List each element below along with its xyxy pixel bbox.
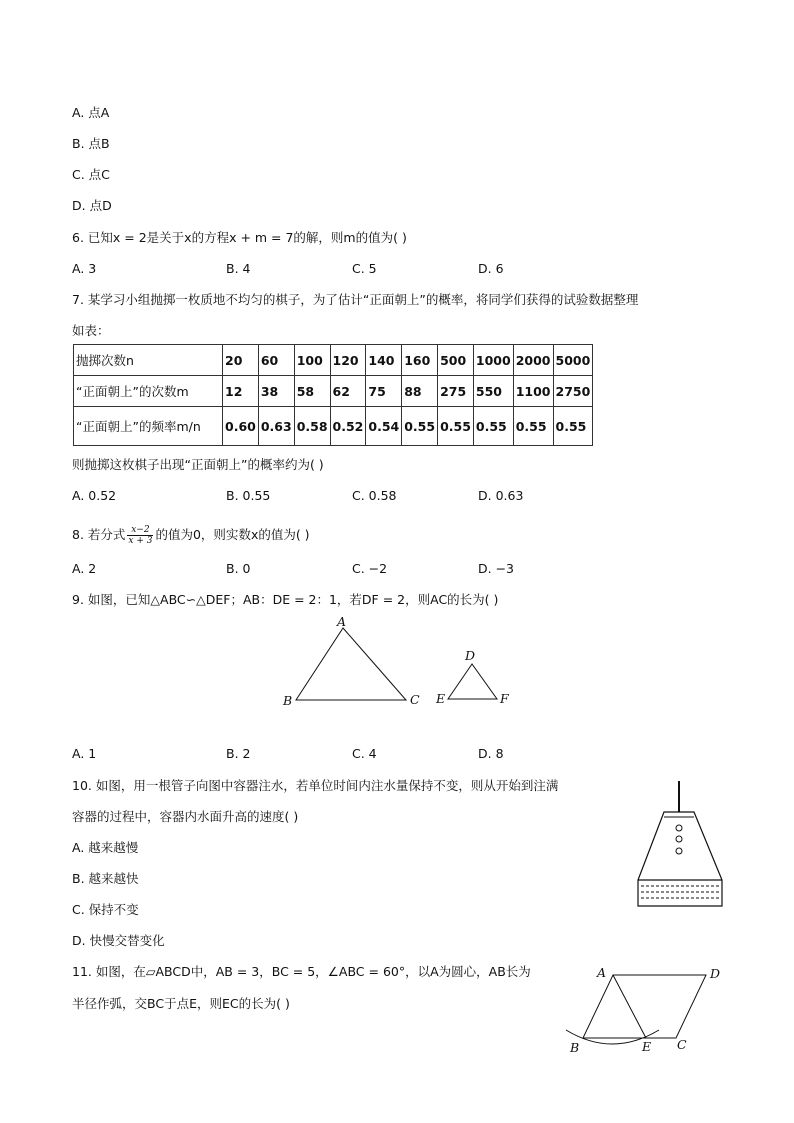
q6-option-b: B. 4	[226, 261, 251, 276]
throws-cell: 1000	[473, 345, 513, 376]
throws-cell: 60	[258, 345, 294, 376]
q8-option-b: B. 0	[226, 561, 251, 576]
parallelogram-abcd	[583, 975, 706, 1038]
label-a: A	[597, 965, 607, 980]
frequency-cell: 0.55	[513, 407, 553, 446]
q10-stem-line2: 容器的过程中，容器内水面升高的速度( )	[72, 809, 299, 824]
frequency-cell: 0.63	[258, 407, 294, 446]
flask-outline	[638, 812, 722, 906]
q11-stem-line1: 11. 如图，在▱ABCD中，AB = 3，BC = 5，∠ABC = 60°，以A为圆心，AB长为	[72, 964, 531, 979]
q5-option-c: C. 点C	[72, 167, 110, 182]
q5-option-b: B. 点B	[72, 136, 110, 151]
throws-cell: 5000	[553, 345, 593, 376]
heads-cell: 1100	[513, 376, 553, 407]
label-b: B	[283, 693, 293, 708]
q9-option-c: C. 4	[352, 746, 377, 761]
frequency-table	[73, 344, 593, 446]
q8-stem-post: 的值为0，则实数x的值为( )	[155, 527, 310, 542]
q7-option-d: D. 0.63	[478, 488, 524, 503]
heads-cell: 38	[258, 376, 294, 407]
throws-cell: 160	[402, 345, 438, 376]
triangle-def	[448, 664, 497, 699]
throws-cell: 140	[366, 345, 402, 376]
label-d: D	[710, 966, 721, 981]
frequency-cell: 0.60	[223, 407, 259, 446]
frequency-cell: 0.55	[473, 407, 513, 446]
q7-option-c: C. 0.58	[352, 488, 397, 503]
label-a: A	[337, 614, 347, 629]
q5-option-d: D. 点D	[72, 198, 112, 213]
throws-cell: 120	[330, 345, 366, 376]
heads-cell: 275	[438, 376, 474, 407]
label-e: E	[642, 1039, 652, 1054]
q11-stem-line2: 半径作弧，交BC于点E，则EC的长为( )	[72, 996, 290, 1011]
row-header-heads: “正面朝上”的次数m	[74, 376, 223, 407]
q6-option-c: C. 5	[352, 261, 377, 276]
heads-cell: 75	[366, 376, 402, 407]
heads-cell: 62	[330, 376, 366, 407]
table-row-frequency	[74, 407, 593, 446]
bubble-icon	[676, 848, 682, 854]
frequency-cell: 0.52	[330, 407, 366, 446]
q7-option-b: B. 0.55	[226, 488, 271, 503]
segment-ae	[613, 975, 646, 1038]
q6-option-a: A. 3	[72, 261, 97, 276]
q10-option-b: B. 越来越快	[72, 871, 139, 886]
q8-option-a: A. 2	[72, 561, 97, 576]
q9-option-b: B. 2	[226, 746, 251, 761]
q7-question: 则抛掷这枚棋子出现“正面朝上”的概率约为( )	[72, 457, 324, 472]
frequency-cell: 0.55	[438, 407, 474, 446]
heads-cell: 58	[294, 376, 330, 407]
label-d: D	[465, 648, 476, 663]
heads-cell: 12	[223, 376, 259, 407]
q8-option-c: C. −2	[352, 561, 388, 576]
q7-stem-line1: 7. 某学习小组抛掷一枚质地不均匀的棋子，为了估计“正面朝上”的概率，将同学们获得的试验数据整理	[72, 292, 639, 307]
row-header-throws: 抛掷次数n	[74, 345, 223, 376]
q10-option-c: C. 保持不变	[72, 902, 139, 917]
bubble-icon	[676, 836, 682, 842]
label-c: C	[677, 1037, 687, 1052]
q7-option-a: A. 0.52	[72, 488, 117, 503]
frequency-cell: 0.58	[294, 407, 330, 446]
row-header-frequency: “正面朝上”的频率m/n	[74, 407, 223, 446]
q8-stem	[72, 525, 310, 546]
throws-cell: 2000	[513, 345, 553, 376]
arc	[566, 1030, 659, 1044]
bubble-icon	[676, 825, 682, 831]
heads-cell: 2750	[553, 376, 593, 407]
q6-option-d: D. 6	[478, 261, 504, 276]
table-row-throws	[74, 345, 593, 376]
frequency-cell: 0.54	[366, 407, 402, 446]
triangle-abc	[296, 628, 406, 700]
throws-cell: 500	[438, 345, 474, 376]
fraction-denominator: x + 3	[128, 536, 153, 546]
table-row-heads	[74, 376, 593, 407]
q10-option-a: A. 越来越慢	[72, 840, 139, 855]
label-b: B	[570, 1040, 580, 1055]
q9-stem: 9. 如图，已知△ABC∽△DEF；AB：DE = 2：1，若DF = 2，则AC的长为( )	[72, 592, 499, 607]
q9-option-a: A. 1	[72, 746, 97, 761]
label-f: F	[500, 691, 509, 706]
q8-option-d: D. −3	[478, 561, 514, 576]
q5-option-a: A. 点A	[72, 105, 110, 120]
label-c: C	[410, 692, 420, 707]
fraction	[127, 525, 153, 546]
q8-stem-pre: 8. 若分式	[72, 527, 126, 542]
q9-option-d: D. 8	[478, 746, 504, 761]
throws-cell: 100	[294, 345, 330, 376]
frequency-cell: 0.55	[402, 407, 438, 446]
q10-option-d: D. 快慢交替变化	[72, 933, 165, 948]
heads-cell: 88	[402, 376, 438, 407]
q10-stem-line1: 10. 如图，用一根管子向图中容器注水，若单位时间内注水量保持不变，则从开始到注满	[72, 778, 559, 793]
fraction-numerator: x−2	[127, 525, 153, 536]
q7-stem-line2: 如表：	[72, 323, 110, 338]
label-e: E	[436, 691, 446, 706]
frequency-cell: 0.55	[553, 407, 593, 446]
heads-cell: 550	[473, 376, 513, 407]
q6-stem: 6. 已知x = 2是关于x的方程x + m = 7的解，则m的值为( )	[72, 230, 407, 245]
throws-cell: 20	[223, 345, 259, 376]
